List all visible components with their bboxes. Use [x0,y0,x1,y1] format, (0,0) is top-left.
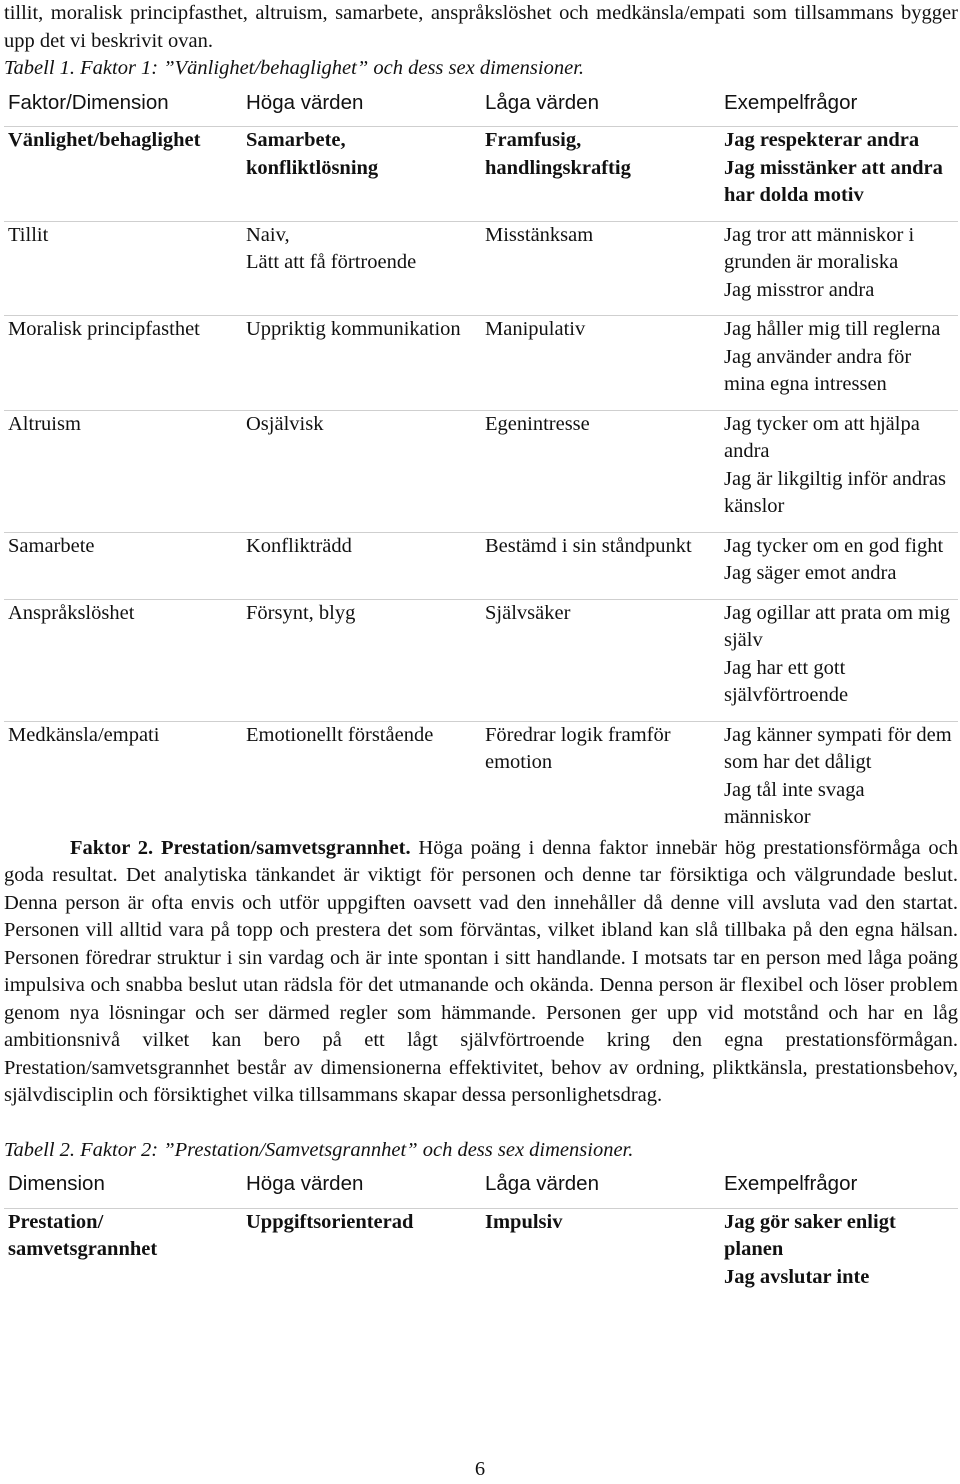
high-value-line: Försynt, blyg [246,601,356,624]
dimension-cell: Altruism [4,410,242,532]
examples-cell [720,410,958,532]
low-value-line: Misstänksam [485,223,594,246]
low-value-cell [481,221,720,316]
table-row [4,127,958,222]
table-row [4,721,958,843]
factor2-body: Höga poäng i denna faktor innebär hög prestationsförmåga och goda resultat. Det analytiska tänkandet är viktigt för personen och denne tar försiktiga och välgrundade beslut. Denna person är ofta envis och utför uppgiften oavsett vad den innehåller då denne vill avsluta vad den startat. Personen vill alltid vara på topp och prestera det som förväntas, vilket ibland kan slå tillbaka på den egna hälsan. Personen föredrar struktur i sin vardag och är inte spontan i sitt handlande. I motsats tar en person med låga poäng impulsiva och snabba beslut utan rädsla för det utmanande och okända. Denna person är flexibel och löser problem genom nya lösningar och ser därmed regler som hämmande. Personen ger upp vid motstånd och har en låg ambitionsnivå vilket kan bero på ett lågt självförtroende kring den egna prestationsförmågan. Prestation/samvetsgrannhet består av dimensionerna effektivitet, behov av ordning, pliktkänsla, prestationsbehov, självdisciplin och försiktighet vilka tillsammans skapar dessa personlighetsdrag. [4,836,959,1106]
table2 [4,1170,958,1302]
low-value-cell [481,599,720,721]
table1 [4,89,958,843]
table-row [4,532,958,599]
low-value-line: Manipulativ [485,318,586,340]
examples-cell [720,221,958,316]
table-row [4,1208,958,1302]
dimension-cell: Vänlighet/behaglighet [4,127,242,222]
high-value-line: Uppriktig kommunikation [246,318,461,340]
table-row [4,410,958,532]
table-row [4,316,958,411]
page-number: 6 [474,1458,486,1480]
dimension-cell: Anspråkslöshet [4,599,242,721]
low-value-cell [481,721,720,843]
table2-header-high: Höga värden [242,1170,481,1208]
high-value-cell [242,410,481,532]
high-value-line: konfliktlösning [246,156,379,179]
table1-header-examples: Exempelfrågor [720,89,958,127]
high-value-line: Lätt att få förtroende [246,251,417,273]
low-value-cell [481,532,720,599]
high-value-line: Samarbete, [246,129,346,151]
table2-header-examples: Exempelfrågor [720,1170,958,1208]
example-question: Jag tycker om en god fight [724,534,944,557]
low-value-line: Föredrar logik framför emotion [485,723,671,773]
table1-header-row [4,89,958,127]
low-value-line: Framfusig, [485,129,582,151]
dimension-cell: Prestation/ samvetsgrannhet [8,1210,158,1260]
examples-cell [720,1208,958,1302]
example-question: Jag misstror andra [724,278,875,301]
dimension-cell: Samarbete [4,532,242,599]
example-question: Jag tål inte svaga människor [724,778,865,828]
example-question: Jag misstänker att andra har dolda motiv [724,156,943,206]
table1-header-high: Höga värden [242,89,481,127]
dimension-cell: Moralisk principfasthet [4,316,242,411]
table-row [4,221,958,316]
low-value-cell [481,410,720,532]
high-value-line: Naiv, [246,223,290,246]
document-page [4,0,958,1302]
examples-cell [720,316,958,411]
low-value-line: handlingskraftig [485,156,631,179]
factor2-paragraph [4,835,958,1110]
example-question: Jag avslutar inte [724,1265,870,1288]
factor2-heading: Faktor 2. Prestation/samvetsgrannhet. [70,836,411,859]
example-question: Jag använder andra för mina egna intressen [724,345,912,395]
high-value-cell [242,316,481,411]
dimension-cell: Tillit [4,221,242,316]
examples-cell [720,127,958,222]
example-question: Jag säger emot andra [724,562,897,584]
table-row [4,599,958,721]
example-question: Jag känner sympati för dem som har det dåligt [724,723,952,773]
example-question: Jag har ett gott självförtroende [724,656,849,706]
table2-header-low: Låga värden [481,1170,720,1208]
high-value-line: Konflikträdd [246,534,352,557]
low-value-cell [481,127,720,222]
table1-header-dimension: Faktor/Dimension [4,89,242,127]
table1-header-low: Låga värden [481,89,720,127]
examples-cell [720,599,958,721]
intro-paragraph: tillit, moralisk principfasthet, altruism, samarbete, anspråkslöshet och medkänsla/empati som tillsammans bygger upp det vi beskrivit ovan. [4,2,958,52]
low-value-cell: Impulsiv [485,1210,563,1233]
table1-caption: Tabell 1. Faktor 1: ”Vänlighet/behaglighet” och dess sex dimensioner. [4,57,585,79]
high-value-cell: Uppgiftsorienterad [246,1210,414,1233]
high-value-cell [242,599,481,721]
table2-header-row [4,1170,958,1208]
high-value-cell [242,532,481,599]
example-question: Jag håller mig till reglerna [724,318,941,340]
high-value-line: Osjälvisk [246,412,324,435]
example-question: Jag gör saker enligt planen [724,1210,896,1260]
low-value-line: Egenintresse [485,412,590,435]
example-question: Jag respekterar andra [724,129,920,151]
examples-cell [720,721,958,843]
example-question: Jag tror att människor i grunden är moraliska [724,223,915,273]
high-value-cell [242,127,481,222]
low-value-line: Självsäker [485,601,571,624]
table2-caption: Tabell 2. Faktor 2: ”Prestation/Samvetsgrannhet” och dess sex dimensioner. [4,1138,634,1161]
example-question: Jag tycker om att hjälpa andra [724,412,920,462]
example-question: Jag ogillar att prata om mig själv [724,601,951,651]
example-question: Jag är likgiltig inför andras känslor [724,467,947,517]
dimension-cell: Medkänsla/empati [8,723,160,746]
high-value-cell [242,221,481,316]
examples-cell [720,532,958,599]
low-value-line: Bestämd i sin ståndpunkt [485,534,692,557]
high-value-line: Emotionellt förstående [246,723,434,746]
table2-header-dimension: Dimension [4,1170,242,1208]
low-value-cell [481,316,720,411]
high-value-cell [242,721,481,843]
paragraph-spacer [4,1110,958,1137]
